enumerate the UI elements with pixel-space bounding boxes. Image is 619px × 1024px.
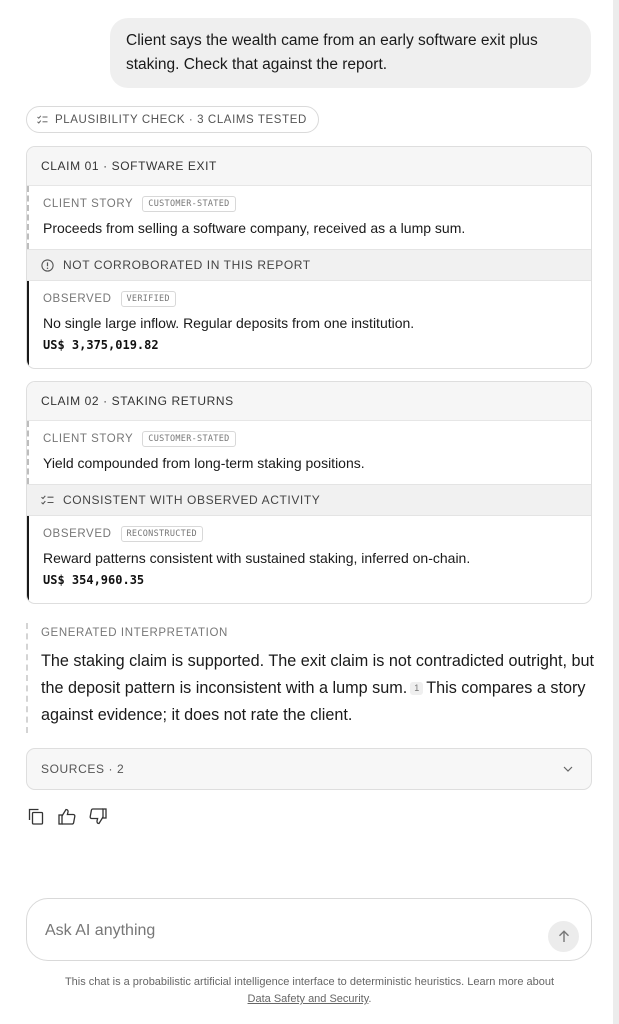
client-story-label: CLIENT STORY [43, 198, 134, 210]
client-story-text: Yield compounded from long-term staking positions. [43, 455, 365, 471]
observed-text: Reward patterns consistent with sustained staking, inferred on-chain. [43, 550, 471, 566]
chat-input[interactable] [45, 919, 535, 943]
disclaimer-suffix: . [368, 993, 372, 1005]
claim-header: CLAIM 02 · STAKING RETURNS [27, 382, 591, 421]
chevron-down-icon [563, 766, 573, 772]
claim-status-bar [27, 249, 591, 281]
customer-stated-tag: CUSTOMER-STATED [142, 196, 235, 212]
observed-label: OBSERVED [43, 528, 112, 540]
interpretation-text-part: The staking claim is supported. The exit claim is not contradicted outright, but the deposit pattern is inconsistent with a lump sum. [41, 652, 595, 697]
arrow-up-icon [558, 930, 570, 943]
interpretation-text-part: This compares a story against evidence; it does not rate the client. [41, 679, 586, 724]
client-story-label: CLIENT STORY [43, 433, 134, 445]
disclaimer [0, 974, 619, 1008]
generated-interpretation [26, 623, 596, 733]
claim-status-text: CONSISTENT WITH OBSERVED ACTIVITY [63, 493, 321, 507]
disclaimer-text: This chat is a probabilistic artificial intelligence interface to deterministic heuristics. Learn more about [64, 976, 555, 988]
user-message-text: Client says the wealth came from an early software exit plus staking. Check that against the report. [126, 32, 538, 73]
verified-tag: VERIFIED [121, 291, 176, 307]
send-button[interactable] [548, 921, 579, 952]
observed-row [27, 281, 591, 368]
thumbs-up-icon[interactable] [57, 806, 77, 826]
observed-amount: US$ 3,375,019.82 [43, 338, 159, 352]
claim-card [26, 381, 592, 604]
message-actions [26, 806, 108, 826]
sources-accordion[interactable] [26, 748, 592, 790]
observed-amount: US$ 354,960.35 [43, 573, 145, 587]
claim-status-text: NOT CORROBORATED IN THIS REPORT [63, 258, 311, 272]
alert-circle-icon [41, 259, 54, 272]
observed-text: No single large inflow. Regular deposits from one institution. [43, 315, 415, 331]
footnote-marker[interactable]: 1 [410, 682, 423, 695]
checklist-icon [37, 115, 48, 124]
observed-row [27, 516, 591, 603]
interpretation-label: GENERATED INTERPRETATION [41, 627, 228, 639]
claim-status-bar [27, 484, 591, 516]
interpretation-text [41, 648, 596, 729]
reconstructed-tag: RECONSTRUCTED [121, 526, 203, 542]
client-story-row [27, 421, 591, 484]
data-safety-link[interactable]: Data Safety and Security [247, 993, 369, 1005]
claim-header: CLAIM 01 · SOFTWARE EXIT [27, 147, 591, 186]
plausibility-check-label: PLAUSIBILITY CHECK · 3 CLAIMS TESTED [55, 113, 307, 126]
sources-label: SOURCES · 2 [41, 762, 125, 776]
checklist-icon [41, 495, 54, 505]
observed-label: OBSERVED [43, 293, 112, 305]
user-message-bubble [110, 18, 591, 88]
client-story-row [27, 186, 591, 249]
chat-composer [26, 898, 592, 961]
plausibility-check-pill[interactable] [26, 106, 319, 133]
window-edge [613, 0, 619, 1024]
copy-icon[interactable] [26, 806, 46, 826]
client-story-text: Proceeds from selling a software company, received as a lump sum. [43, 220, 466, 236]
claim-card [26, 146, 592, 369]
customer-stated-tag: CUSTOMER-STATED [142, 431, 235, 447]
thumbs-down-icon[interactable] [88, 806, 108, 826]
